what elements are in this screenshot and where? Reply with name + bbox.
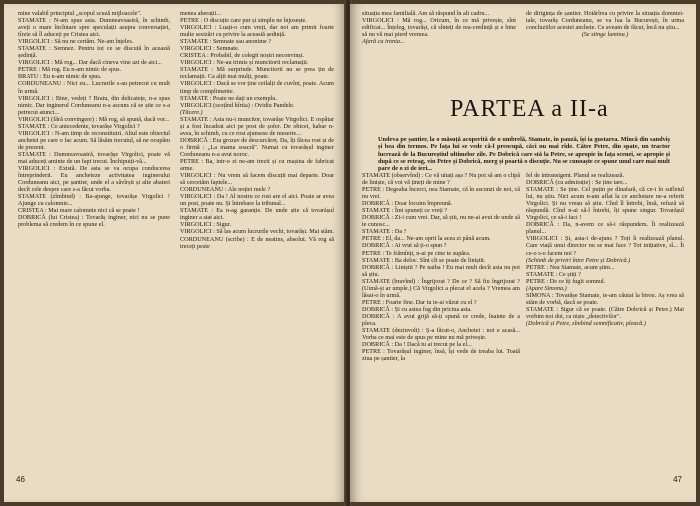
- dialogue-line: DOBRICĂ : Liniștit ? Pe naiba ! Eu mai mult decît asta nu pot să știu.: [362, 263, 520, 278]
- dialogue-line: DOBRICĂ : Doar locuim împreună.: [362, 200, 453, 208]
- dialogue-line: VIRGOLICI : Să las acum lucrurile vechi, tovarăși. Mai stăm.: [180, 228, 334, 236]
- dialogue-line: VIRGOLICI : Mă rog... Dar dacă cineva vine azi de aici...: [18, 59, 162, 67]
- left-column-2: [180, 10, 334, 250]
- stage-direction: (Se stinge lumina.): [581, 31, 629, 39]
- dialogue-line: STAMATE : Ce antecedente, tovarășe Virgolici ?: [18, 122, 140, 130]
- stage-direction: (Schimb de priviri între Petre și Dobrică.): [526, 256, 631, 264]
- dialogue-line: PETRE : Te frămînți, n-ai pe cine te supăra.: [362, 249, 471, 257]
- dialogue-line: STAMATE (zîmbind) : Ba-ajunge, tovarășe Virgolici ! Ajunge cu calomnie...: [18, 193, 170, 208]
- dialogue-line: DOBRICĂ (lui Cristea) : Tovarăș inginer, nici nu se pune problema să credem în ce spune el.: [18, 214, 170, 229]
- right-column-2-bottom: [526, 172, 684, 327]
- stage-direction: (Dobrică și Petre, zîmbind semnificativ, pleacă.): [526, 319, 646, 327]
- dialogue-line: VIRGOLICI (scoțînd hîrtia) : Ovidiu Pandele.: [180, 101, 295, 109]
- page-number-left: 46: [16, 475, 25, 484]
- part-heading: PARTEA a II-a: [450, 96, 609, 122]
- dialogue-line: fel de intransigent. Planul se realizează.: [526, 172, 625, 179]
- dialogue-line: STAMATE : N-am spus asta. Dumneavoastră, în schimb, aveți o mare încîntare spre speculații asupra conversației, tîrzie să îl aduceți pe Cristea aici.: [18, 17, 170, 39]
- dialogue-line: SIMONA : Tovarășe Stamate, te-am căutat la birou. Aș vrea să stăm de vorbă, dacă se poate.: [526, 291, 684, 306]
- dialogue-line: DOBRICĂ : Și cu astea fug din pricina asta.: [362, 305, 472, 313]
- dialogue-line: VIRGOLICI : Bine, vedeți ? Bratu, din delicatețe, n-a spus nimic. Dar inginerul Corduneanu n-a ascuns că se știe ce s-a petrecut atunci...: [18, 94, 170, 116]
- stage-direction: Afară cu ironia...: [362, 38, 405, 46]
- dialogue-line: menea aberații...: [180, 10, 221, 17]
- dialogue-line: STAMATE : Îmi spuneți ce vreți ?: [362, 207, 448, 215]
- dialogue-line: mine valabil principiul „scopul scuză mijloacele".: [18, 10, 142, 17]
- right-column-2-top: [526, 10, 684, 38]
- dialogue-line: STAMATE : Da ?: [362, 228, 407, 236]
- dialogue-line: STAMATE : Poate ne dați un exemplu.: [180, 94, 277, 102]
- dialogue-line: CORDUNEANU (scribe) : E de neatins, absolut. Vă rog să treceți peste: [180, 235, 334, 250]
- dialogue-line: CORDUNEANU : Nici eu... Lucrurile s-au petrecut cu mult în urmă.: [18, 80, 170, 95]
- dialogue-line: VIRGOLICI : Mă rog... Oricum, în ce mă privește, sînt edificat... Înțeleg, tovarăși, că sînteți de rea-credință și e bine să nu vă mai pierd vremea.: [362, 17, 516, 39]
- dialogue-line: DOBRICĂ : Ai vrut să ți-o spun ?: [362, 242, 447, 250]
- dialogue-line: DOBRICĂ (cu admirație) : Se ține tare...: [526, 179, 628, 187]
- dialogue-line: PETRE : Nea Stamate, acum știm...: [526, 263, 615, 271]
- left-column-1: [18, 10, 170, 228]
- dialogue-line: VIRGOLICI : Să nu ne certăm. Ne-am înțeles.: [18, 38, 134, 46]
- dialogue-line: STAMATE : Mă surprinde. Muncitorii nu se prea țin de reclamații. Ca alții mai mulți, poate.: [180, 66, 334, 81]
- dialogue-line: STAMATE (bravînd) : Îngrijorat ? De ce ? Să fiu îngrijorat ? (Uimă-și ar umple.) Că Virgolici a plecat el acela ? Vremea am lăsat-o în urmă.: [362, 277, 520, 299]
- dialogue-line: DOBRICĂ : Zi-i cum vrei. Dar, să știi, nu ne-ai avut de unde să te cunosc...: [362, 214, 520, 229]
- dialogue-line: STAMATE (observînd) : Ce vă uitați așa ? Nu pot să am o clipă de liniște, că voi vă țineți de mine ?: [362, 172, 520, 187]
- left-page: [4, 4, 346, 502]
- dialogue-line: STAMATE : Ba deloc. Sînt cît se poate de liniștit.: [362, 256, 486, 264]
- dialogue-line: STAMATE : Ce știți ?: [526, 270, 581, 278]
- dialogue-line: CRISTEA : Probabil, de colegii noștri neconvinși.: [180, 52, 305, 60]
- dialogue-line: STAMATE : Dumneavoastră, tovarășe Virgolici, poate vă mai aduceți aminte de un fapt trecut. Închipuiți-vă...: [18, 150, 170, 165]
- stage-direction: (Tăcere.): [180, 108, 203, 116]
- scene-intro: Undeva pe șantier, la o măsuță acoperită de o umbrelă, Stamate, în pauză, își ia gustarea. Mîncă din sandviș și bea din termos. Pe fața lui se vede că-l preocupă, căci nu mai rîde. Către Petre, din spate, un tractor lucrează de la Bucureștiul ultimelor zile. Pe Dobrică care stă la Petre, se apropie în fața scenei, se apropie și după ce se retrag, vin Petre și Dobrică, merg și poartă o discuție. Nu se cunoaște ce spune unul care mai mult pare de o zi de ieri...: [378, 136, 670, 173]
- dialogue-line: STAMATE (dezinvolt) : Ș-a făcut-o, Anchetei : noi e acasă... Vorba ce mai este de spus pe mine nu mă privește.: [362, 327, 520, 342]
- dialogue-line: VIRGOLICI : N-am timp de reconstituiri. Altul este obiectul anchetei pe care o fac acum. Să lăsăm trecutul, să ne ocupăm de prezent.: [18, 129, 170, 151]
- dialogue-line: VIRGOLICI : Ne-au trimis și muncitorii reclamații.: [180, 59, 309, 67]
- dialogue-line: PETRE : El, da... Ne-am oprit la acea zi până acum.: [362, 235, 491, 243]
- right-column-1-top: [362, 10, 516, 45]
- dialogue-line: STAMATE : Ea n-ag garanție. De unde știe că tovarășul inginer a stat aici.: [180, 207, 334, 222]
- dialogue-line: PETRE : O discuție care pur și simplu ne înjosește.: [180, 17, 307, 25]
- dialogue-line: DOBRICĂ : Da, n-avem ce să-i răspundem. Îi realizează planul...: [526, 221, 684, 236]
- dialogue-line: VIRGOLICI : Există. De asta se va ocupa conducerea întreprinderii. Eu ancheteze activitatea inginerului Corduneanu aici, pe șantier, unde el a săvîrșit și alte abateri decît cele despre care s-a făcut vorba.: [18, 165, 170, 194]
- dialogue-line: VIRGOLICI : Nu vrem să facem discuții mai departe. Doar să cercetăm faptele...: [180, 172, 334, 187]
- dialogue-line: VIRGOLICI (fără convingere) : Mă rog, să spună, dacă vor...: [18, 115, 170, 123]
- dialogue-line: VIRGOLICI : Luați-o cum vreți, dar noi am primit foarte multe sesizări cu privire la această ședință.: [180, 24, 334, 39]
- dialogue-line: de dirigința de șantier. Hotărîrea cu privire la situația domniei-tale, tovarăș Corduneanu, se va lua la București, în urma concluziilor acestei anchete. Ce aveam de făcut, încă nu știu...: [526, 10, 684, 32]
- dialogue-line: PETRE : Tovarășul inginer, însă, își vede de treaba lui. Toată ziua pe șantier, la: [362, 348, 520, 363]
- dialogue-line: VIRGOLICI : Și, asta-i de-ajuns ? Toți îi realizează planul. Care viață unui director nu se mai face ? Tot inițiative, sî... Îi ce-o s-o facem noi ?: [526, 235, 684, 257]
- dialogue-line: BRATU : Eu n-am nimic de spus.: [18, 73, 102, 81]
- dialogue-line: PETRE : De ce îți fugit somnul.: [526, 277, 606, 285]
- dialogue-line: STAMATE : Asta nu-i muncitor, tovarășe Virgolici. E ospătar și a fost încadrat aici pe post de șofer. De obicei, habar n-avea, în schimb, cu ce rost ajunsese de meserie...: [180, 115, 334, 137]
- dialogue-line: STAMATE : Sigur că se poate. (Către Dobrică și Petre.) Mai vorbim noi doi, ca niște „detectivilor".: [526, 305, 684, 320]
- dialogue-line: STAMATE : Semnate sau anonime ?: [180, 38, 272, 46]
- dialogue-line: VIRGOLICI : Da ! Al nostru ce rost are el aici. Poate ar avea un post, poate nu. Și întrebare la tribunal...: [180, 193, 334, 208]
- dialogue-line: STAMATE : Se ține. Cel puțin pe dinafară, că ce-i în sufletul lui, nu știu. Nici acum n-am aflat la ce anchetare ne-a referit Virgolici. Și nu vreau să știu. Cînd îl întrebi, însă, refuză să răspundă. Cînd n-ai să-l întrebi, îți spune singur. Tovarășul Virgolici, ce să-i faci !: [526, 186, 684, 222]
- dialogue-line: VIRGOLICI : Semnate.: [180, 45, 240, 53]
- stage-direction: (Apare Simona.): [526, 284, 567, 292]
- page-number-right: 47: [673, 475, 682, 484]
- dialogue-line: VIRGOLICI : Sigur.: [180, 221, 232, 229]
- dialogue-line: PETRE : Degeaba încerci, nea Stamate, că în ascunzi de noi, că nu vrei.: [362, 186, 520, 201]
- dialogue-line: PETRE : Ba, intr-o zi ne-am trezit și cu mașina de fabricat arme.: [180, 157, 334, 173]
- dialogue-line: DOBRICĂ : Era grozav de descurcăreț. Da, îți făcea rost și de o firmă : „La mama soacră". Numai cu tovarășul inginer Corduneanu n-a avut noroc.: [180, 136, 334, 158]
- dialogue-line: CRISTEA : Mai mare calomnie nici că se poate !: [18, 207, 140, 215]
- dialogue-line: DOBRICĂ : A avut grijă să-ți spună ce crede, înainte de a pleca.: [362, 312, 520, 327]
- right-column-1-bottom: [362, 172, 520, 362]
- dialogue-line: VIRGOLICI : Dacă se vor ține ceilalți de cuvînt, poate. Acum timp de complimente.: [180, 80, 334, 95]
- dialogue-line: PETRE : Foarte fine. Dar tu te-ai văzut cu el ?: [362, 298, 477, 306]
- dialogue-line: PETRE : Mă rog. Eu n-am nimic de spus.: [18, 66, 122, 74]
- dialogue-line: STAMATE : Semnez. Pentru tot ce se discută în această ședință.: [18, 45, 170, 60]
- dialogue-line: DOBRICĂ : Da ! Dacă tu ai trecut pe la el...: [362, 341, 472, 349]
- dialogue-line: situația mea familială. Am să răspund în alt cadru...: [362, 10, 490, 17]
- right-page: [350, 4, 696, 502]
- dialogue-line: CORDUNEANU : Ale noției mele ?: [180, 186, 271, 194]
